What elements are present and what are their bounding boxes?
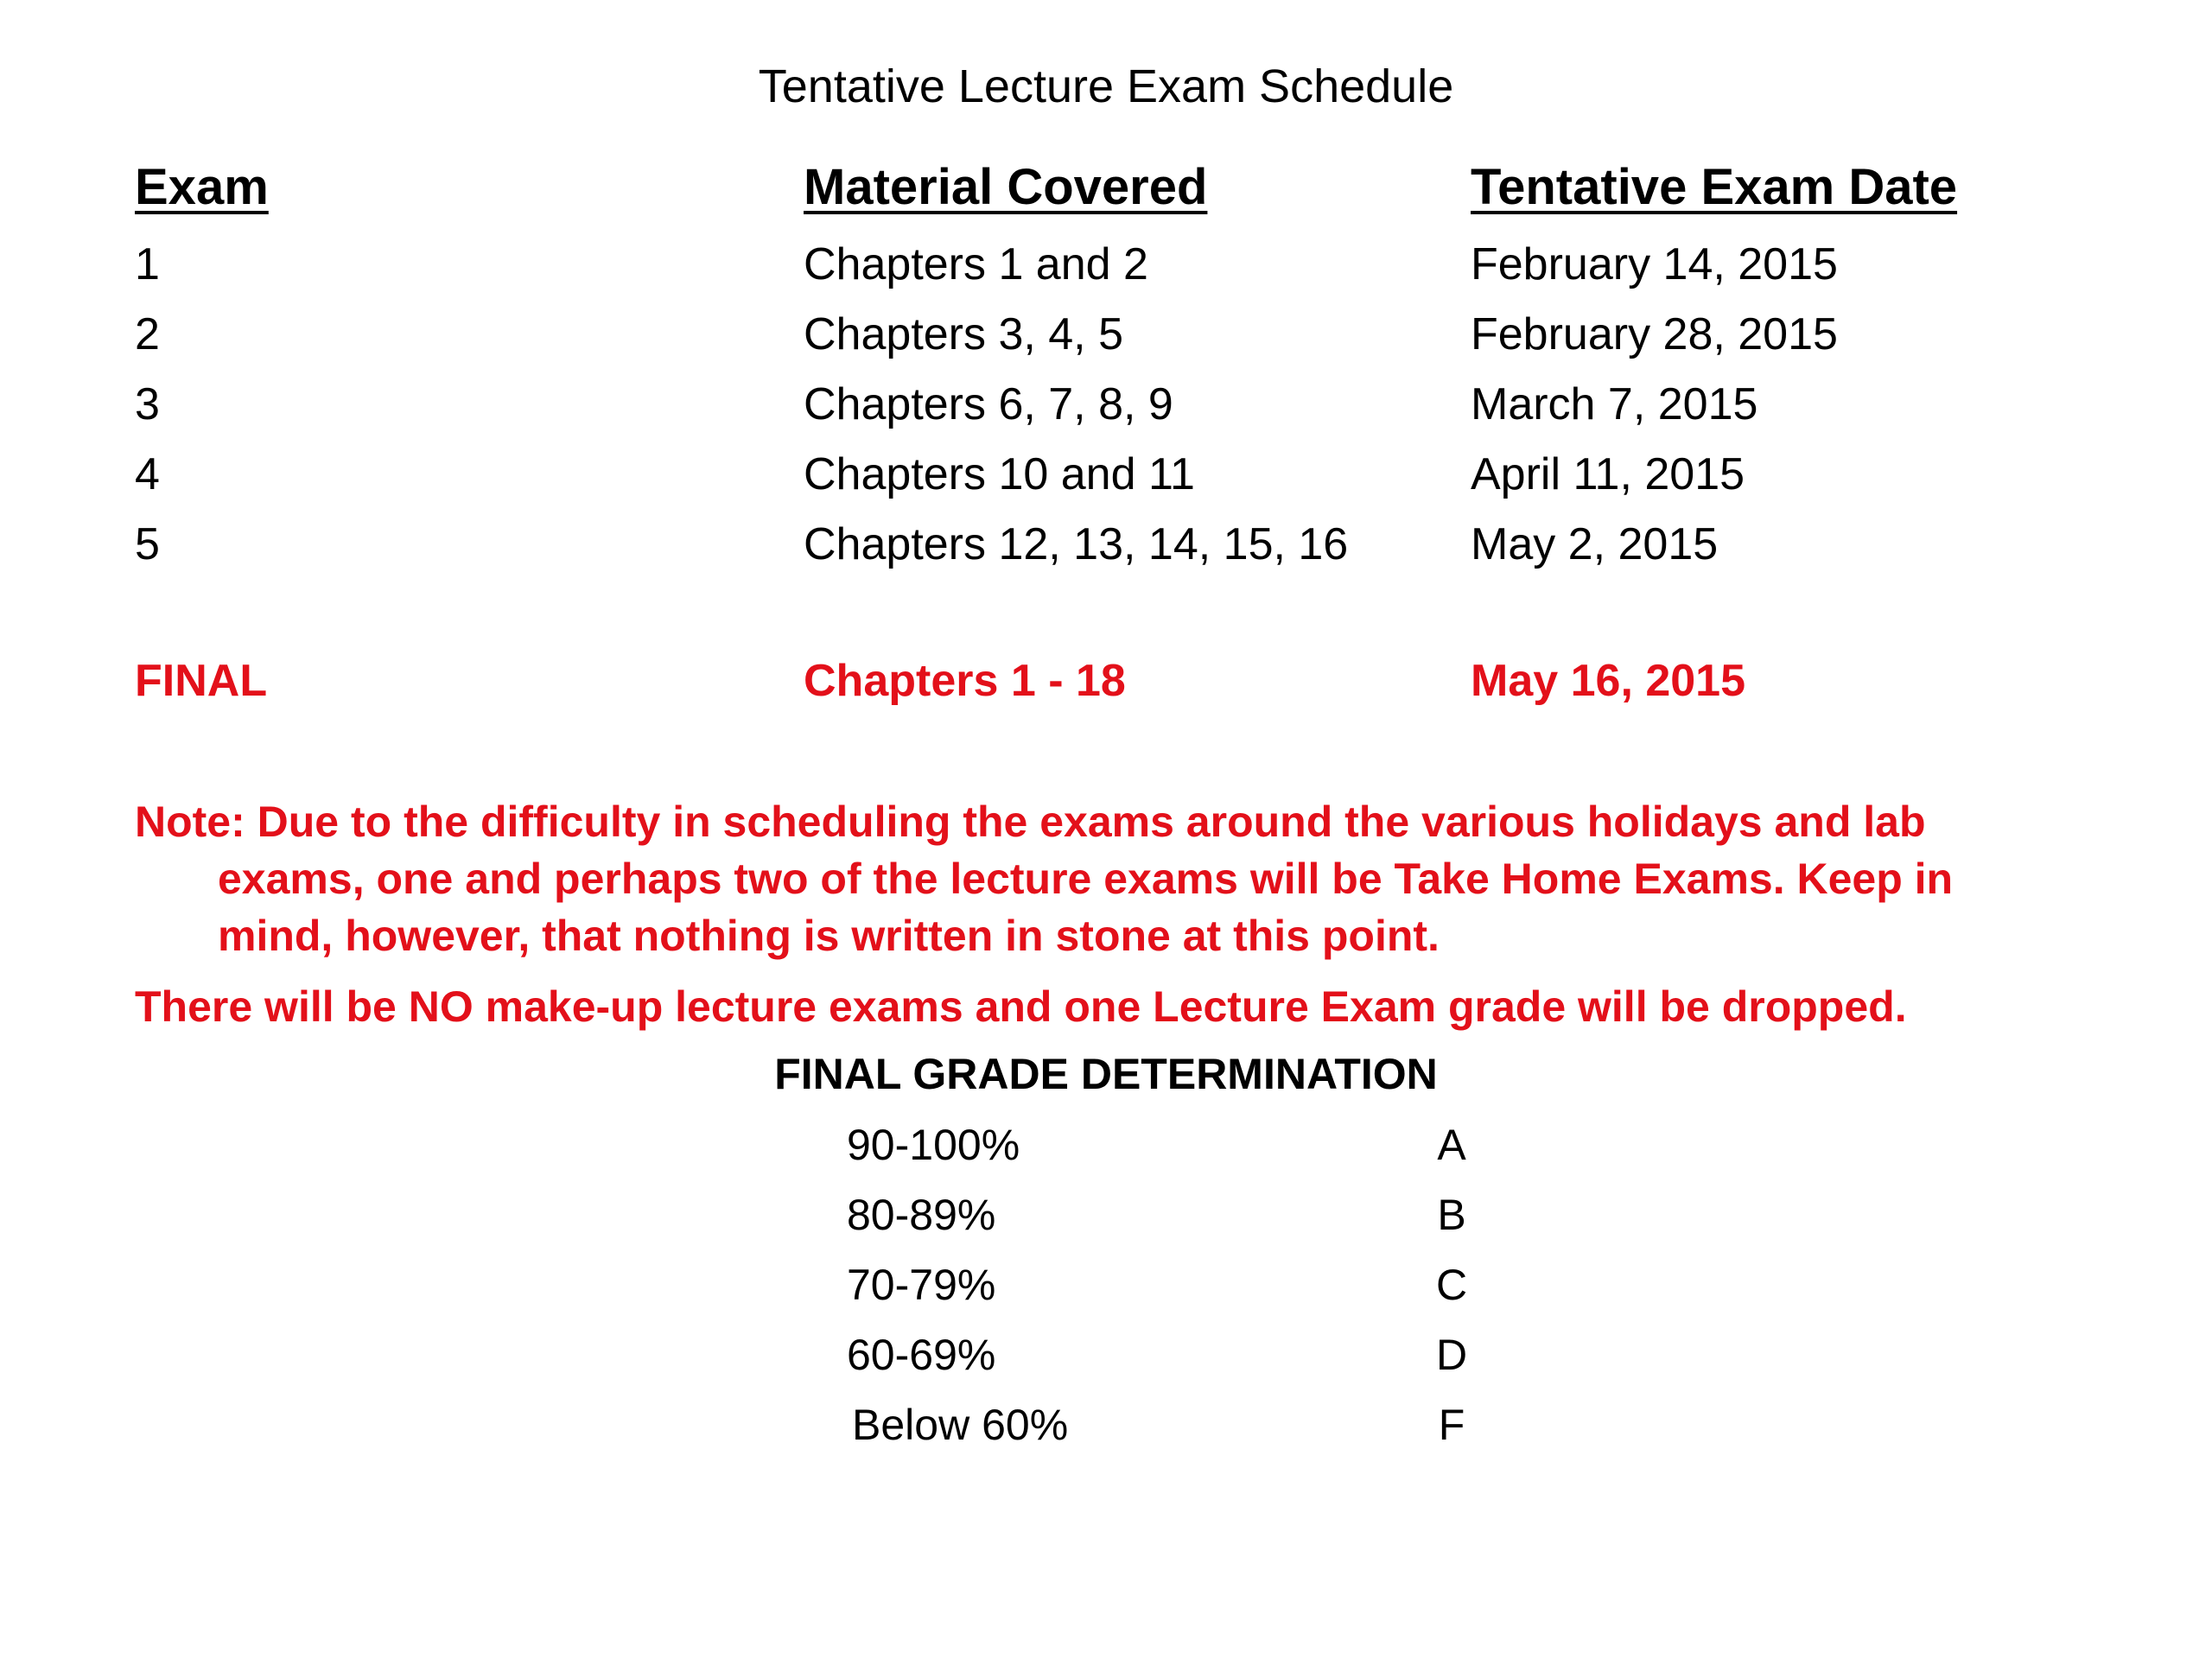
header-tentative-exam-date: Tentative Exam Date	[1471, 159, 1958, 215]
grade-letter: B	[1437, 1191, 1466, 1239]
grade-range: Below 60%	[852, 1401, 1069, 1449]
page-title: Tentative Lecture Exam Schedule	[758, 60, 1454, 112]
grade-letter: F	[1438, 1401, 1465, 1449]
grade-range: 60-69%	[847, 1331, 996, 1379]
exam-material: Chapters 12, 13, 14, 15, 16	[804, 519, 1349, 569]
exam-date: May 2, 2015	[1471, 519, 1719, 569]
exam-number: 1	[135, 239, 160, 289]
exam-number: 2	[135, 309, 160, 359]
schedule-note: Note: Due to the difficulty in scheduling the exams around the various holidays and lab exams, one and perhaps two of the lecture exams will be Take Home Exams. Keep in mind, however, that nothing is written in stone at this point.	[135, 798, 1954, 960]
grade-range: 70-79%	[847, 1261, 996, 1309]
exam-material: Chapters 3, 4, 5	[804, 309, 1123, 359]
exam-material: Chapters 6, 7, 8, 9	[804, 379, 1173, 429]
final-exam-label: FINAL	[135, 656, 268, 706]
exam-date: April 11, 2015	[1471, 449, 1745, 499]
exam-material: Chapters 1 and 2	[804, 239, 1148, 289]
grade-range: 90-100%	[847, 1121, 1020, 1169]
header-material-covered: Material Covered	[804, 159, 1208, 215]
no-makeup-notice: There will be NO make-up lecture exams and one Lecture Exam grade will be dropped.	[135, 982, 1907, 1031]
final-exam-date: May 16, 2015	[1471, 656, 1746, 706]
exam-material: Chapters 10 and 11	[804, 449, 1195, 499]
grade-letter: D	[1435, 1331, 1468, 1379]
exam-date: February 14, 2015	[1471, 239, 1838, 289]
grade-determination-title: FINAL GRADE DETERMINATION	[774, 1050, 1438, 1098]
exam-date: February 28, 2015	[1471, 309, 1838, 359]
exam-number: 5	[135, 519, 160, 569]
grade-letter: C	[1435, 1261, 1468, 1309]
final-exam-material: Chapters 1 - 18	[804, 656, 1126, 706]
header-exam: Exam	[135, 159, 269, 215]
grade-range: 80-89%	[847, 1191, 996, 1239]
exam-number: 4	[135, 449, 160, 499]
exam-number: 3	[135, 379, 160, 429]
exam-date: March 7, 2015	[1471, 379, 1758, 429]
grade-letter: A	[1437, 1121, 1466, 1169]
